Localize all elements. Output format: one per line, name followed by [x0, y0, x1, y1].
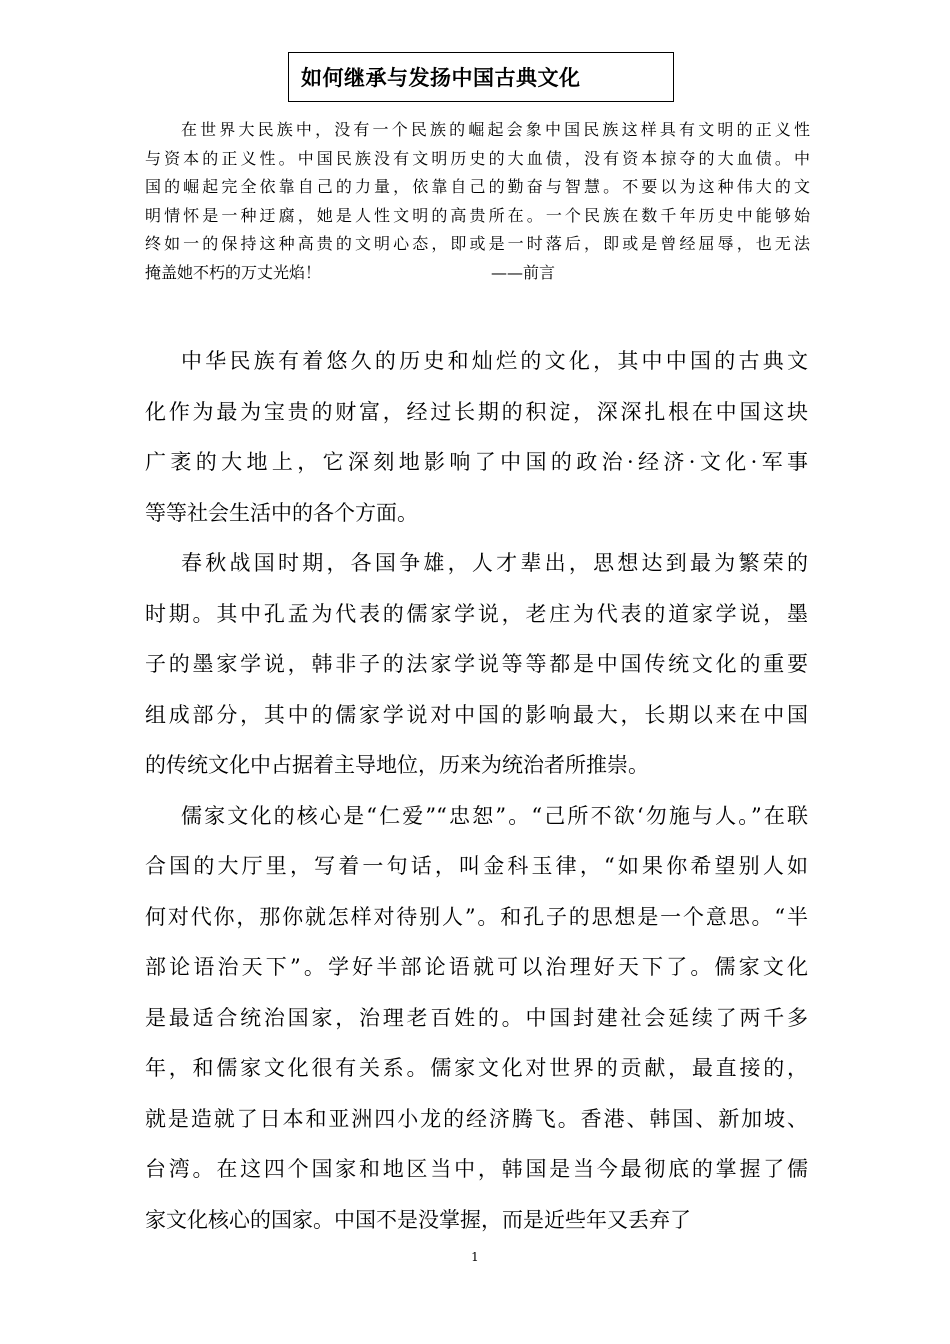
body-line: 何对代你，那你就怎样对待别人”。和孔子的思想是一个意思。“半 [145, 904, 808, 929]
body-line: 时期。其中孔孟为代表的儒家学说，老庄为代表的道家学说，墨 [145, 601, 808, 626]
preface-line: 与资本的正义性。中国民族没有文明历史的大血债，没有资本掠夺的大血债。中 [145, 148, 810, 168]
body-line: 广袤的大地上，它深刻地影响了中国的政治·经济·文化·军事 [145, 450, 808, 474]
body-line: 组成部分，其中的儒家学说对中国的影响最大，长期以来在中国 [145, 702, 808, 727]
body-line: 等等社会生活中的各个方面。 [145, 500, 418, 525]
page-number: 1 [471, 1250, 479, 1264]
body-line: 子的墨家学说，韩非子的法家学说等等都是中国传统文化的重要 [145, 652, 808, 676]
preface-line: 国的崛起完全依靠自己的力量，依靠自己的勤奋与智慧。不要以为这种伟大的文 [145, 177, 810, 196]
body-line: 春秋战国时期，各国争雄，人才辈出，思想达到最为繁荣的 [181, 551, 808, 575]
body-text [145, 336, 808, 1245]
body-line: 家文化核心的国家。中国不是没掌握，而是近些年又丢弃了 [145, 1207, 691, 1232]
document-title: 如何继承与发扬中国古典文化 [301, 66, 581, 90]
body-line: 化作为最为宝贵的财富，经过长期的积淀，深深扎根在中国这块 [145, 399, 808, 424]
body-line: 就是造就了日本和亚洲四小龙的经济腾飞。香港、韩国、新加坡、 [145, 1106, 808, 1131]
body-line: 合国的大厅里，写着一句话，叫金科玉律，“如果你希望别人如 [145, 854, 808, 878]
preface-line: 在世界大民族中，没有一个民族的崛起会象中国民族这样具有文明的正义性 [181, 120, 810, 139]
preface-attribution: ——前言 [491, 262, 556, 282]
body-line: 年，和儒家文化很有关系。儒家文化对世界的贡献，最直接的， [145, 1056, 808, 1080]
body-line: 的传统文化中占据着主导地位，历来为统治者所推崇。 [145, 753, 649, 777]
body-line: 部论语治天下”。学好半部论语就可以治理好天下了。儒家文化 [145, 955, 808, 979]
preface [145, 116, 810, 287]
title-box [288, 52, 674, 102]
body-line: 台湾。在这四个国家和地区当中，韩国是当今最彻底的掌握了儒 [145, 1157, 808, 1181]
preface-line: 终如一的保持这种高贵的文明心态，即或是一时落后，即或是曾经屈辱，也无法 [145, 234, 810, 253]
body-line: 中华民族有着悠久的历史和灿烂的文化，其中中国的古典文 [181, 349, 808, 373]
preface-line: 明情怀是一种迂腐，她是人性文明的高贵所在。一个民族在数千年历史中能够始 [145, 205, 810, 225]
preface-last-line [145, 259, 810, 288]
preface-line: 掩盖她不朽的万丈光焰！ [145, 262, 322, 282]
body-line: 是最适合统治国家，治理老百姓的。中国封建社会延续了两千多 [145, 1005, 808, 1030]
body-line: 儒家文化的核心是“仁爱”“忠恕”。“己所不欲‘勿施与人。”在联 [181, 803, 808, 828]
